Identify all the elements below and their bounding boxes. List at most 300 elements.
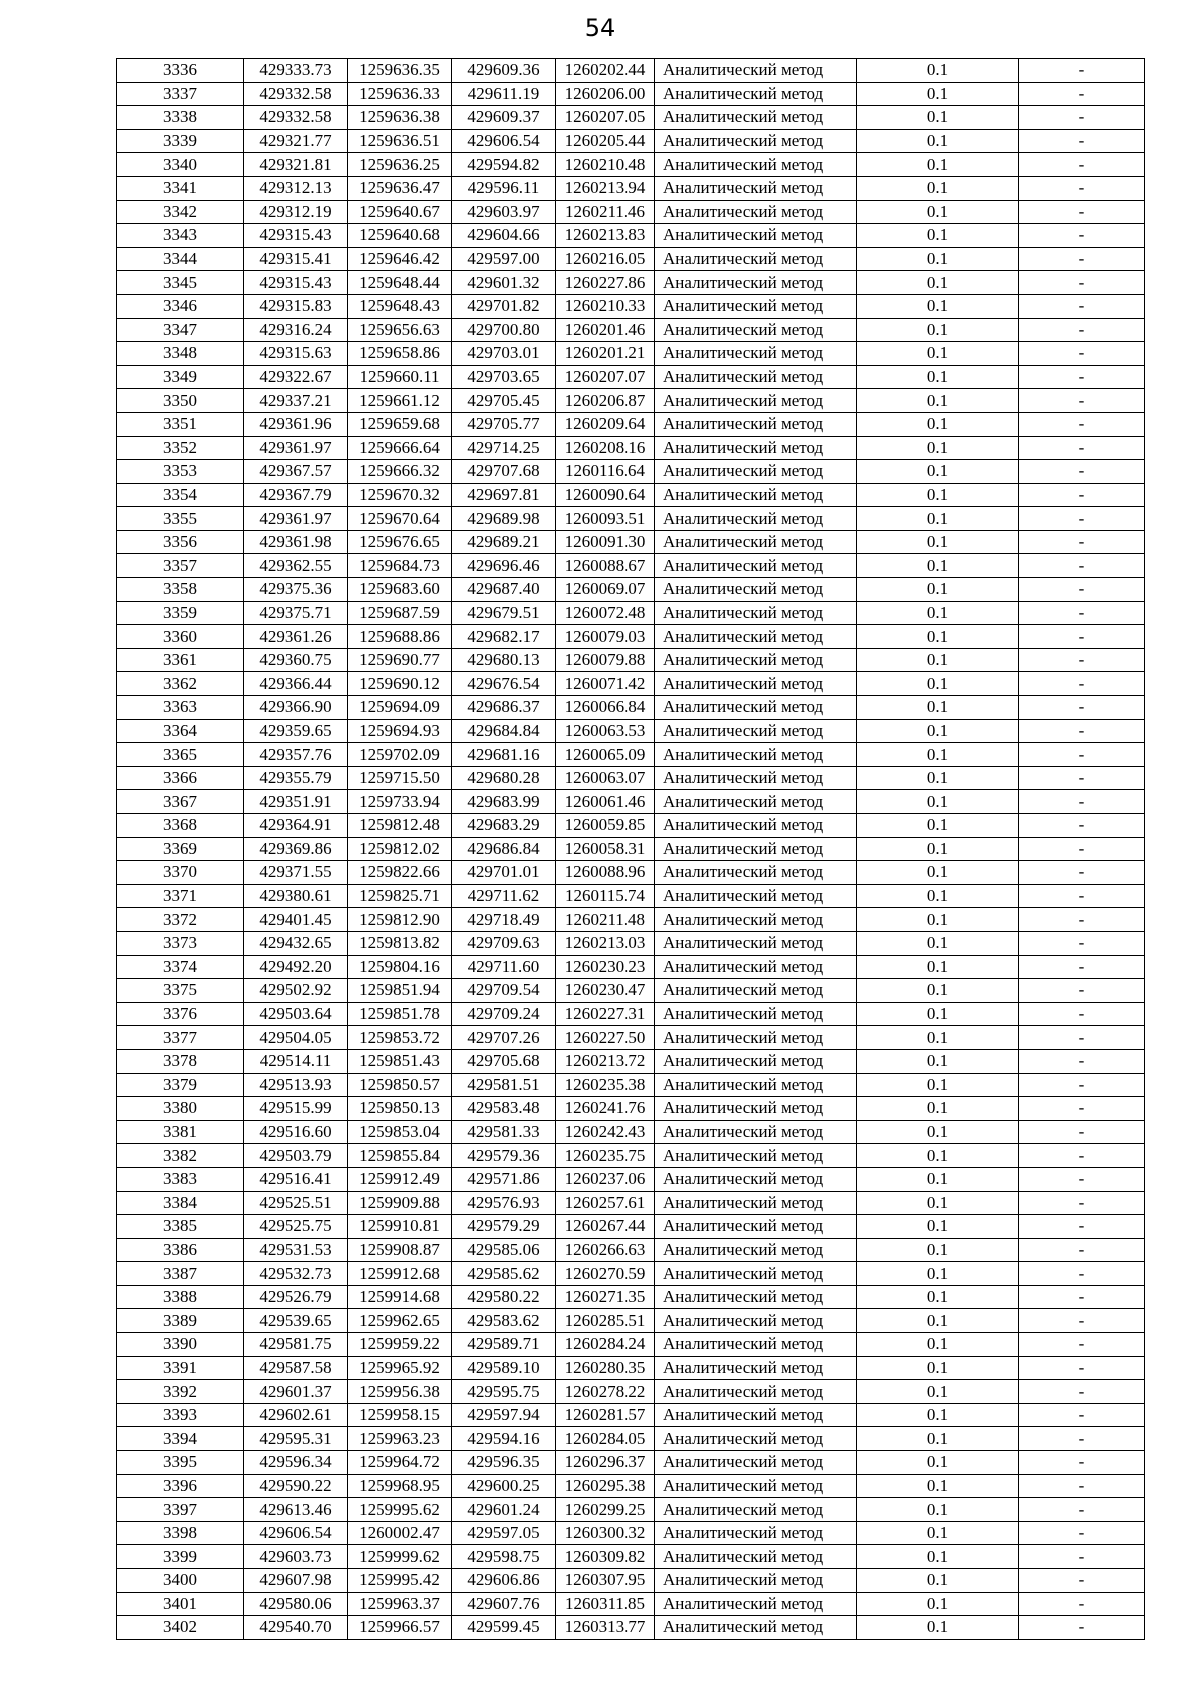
- x1-cell: 429606.54: [244, 1521, 348, 1545]
- x1-cell: 429315.83: [244, 294, 348, 318]
- y2-cell: 1260205.44: [556, 129, 655, 153]
- note-cell: -: [1019, 696, 1145, 720]
- accuracy-cell: 0.1: [857, 1521, 1019, 1545]
- y2-cell: 1260063.07: [556, 766, 655, 790]
- y2-cell: 1260208.16: [556, 436, 655, 460]
- table-row: [117, 1191, 1145, 1215]
- x1-cell: 429525.51: [244, 1191, 348, 1215]
- y1-cell: 1259908.87: [348, 1238, 452, 1262]
- x2-cell: 429579.29: [452, 1215, 556, 1239]
- x1-cell: 429355.79: [244, 766, 348, 790]
- method-cell: Аналитический метод: [655, 129, 857, 153]
- x2-cell: 429609.36: [452, 59, 556, 83]
- x1-cell: 429515.99: [244, 1097, 348, 1121]
- table-row: [117, 176, 1145, 200]
- note-cell: -: [1019, 1474, 1145, 1498]
- y2-cell: 1260313.77: [556, 1616, 655, 1640]
- method-cell: Аналитический метод: [655, 389, 857, 413]
- point-number-cell: 3396: [117, 1474, 244, 1498]
- note-cell: -: [1019, 1498, 1145, 1522]
- y2-cell: 1260299.25: [556, 1498, 655, 1522]
- point-number-cell: 3358: [117, 578, 244, 602]
- point-number-cell: 3395: [117, 1451, 244, 1475]
- table-row: [117, 342, 1145, 366]
- note-cell: -: [1019, 1144, 1145, 1168]
- x2-cell: 429697.81: [452, 483, 556, 507]
- y1-cell: 1259690.12: [348, 672, 452, 696]
- table-row: [117, 1380, 1145, 1404]
- x1-cell: 429540.70: [244, 1616, 348, 1640]
- note-cell: -: [1019, 294, 1145, 318]
- table-row: [117, 365, 1145, 389]
- accuracy-cell: 0.1: [857, 743, 1019, 767]
- y2-cell: 1260267.44: [556, 1215, 655, 1239]
- x2-cell: 429596.35: [452, 1451, 556, 1475]
- table-row: [117, 1285, 1145, 1309]
- point-number-cell: 3338: [117, 106, 244, 130]
- method-cell: Аналитический метод: [655, 1427, 857, 1451]
- x2-cell: 429703.65: [452, 365, 556, 389]
- y1-cell: 1259851.94: [348, 979, 452, 1003]
- x2-cell: 429583.62: [452, 1309, 556, 1333]
- accuracy-cell: 0.1: [857, 1097, 1019, 1121]
- table-row: [117, 530, 1145, 554]
- point-number-cell: 3340: [117, 153, 244, 177]
- table-row: [117, 601, 1145, 625]
- note-cell: -: [1019, 342, 1145, 366]
- y2-cell: 1260059.85: [556, 814, 655, 838]
- method-cell: Аналитический метод: [655, 861, 857, 885]
- note-cell: -: [1019, 884, 1145, 908]
- x2-cell: 429607.76: [452, 1592, 556, 1616]
- y2-cell: 1260307.95: [556, 1569, 655, 1593]
- table-row: [117, 1049, 1145, 1073]
- y1-cell: 1259636.47: [348, 176, 452, 200]
- y2-cell: 1260202.44: [556, 59, 655, 83]
- table-row: [117, 1073, 1145, 1097]
- y2-cell: 1260213.72: [556, 1049, 655, 1073]
- y1-cell: 1259850.57: [348, 1073, 452, 1097]
- note-cell: -: [1019, 861, 1145, 885]
- method-cell: Аналитический метод: [655, 1191, 857, 1215]
- method-cell: Аналитический метод: [655, 483, 857, 507]
- point-number-cell: 3336: [117, 59, 244, 83]
- y2-cell: 1260235.75: [556, 1144, 655, 1168]
- point-number-cell: 3402: [117, 1616, 244, 1640]
- method-cell: Аналитический метод: [655, 318, 857, 342]
- method-cell: Аналитический метод: [655, 766, 857, 790]
- note-cell: -: [1019, 1120, 1145, 1144]
- x2-cell: 429689.98: [452, 507, 556, 531]
- point-number-cell: 3353: [117, 460, 244, 484]
- y2-cell: 1260061.46: [556, 790, 655, 814]
- x2-cell: 429611.19: [452, 82, 556, 106]
- accuracy-cell: 0.1: [857, 247, 1019, 271]
- x1-cell: 429525.75: [244, 1215, 348, 1239]
- point-number-cell: 3370: [117, 861, 244, 885]
- method-cell: Аналитический метод: [655, 790, 857, 814]
- y2-cell: 1260206.87: [556, 389, 655, 413]
- x2-cell: 429687.40: [452, 578, 556, 602]
- x2-cell: 429594.16: [452, 1427, 556, 1451]
- table-row: [117, 106, 1145, 130]
- table-row: [117, 224, 1145, 248]
- y2-cell: 1260280.35: [556, 1356, 655, 1380]
- table-row: [117, 1356, 1145, 1380]
- method-cell: Аналитический метод: [655, 1120, 857, 1144]
- point-number-cell: 3359: [117, 601, 244, 625]
- y1-cell: 1260002.47: [348, 1521, 452, 1545]
- point-number-cell: 3352: [117, 436, 244, 460]
- point-number-cell: 3398: [117, 1521, 244, 1545]
- accuracy-cell: 0.1: [857, 696, 1019, 720]
- x2-cell: 429597.05: [452, 1521, 556, 1545]
- y2-cell: 1260072.48: [556, 601, 655, 625]
- x1-cell: 429375.36: [244, 578, 348, 602]
- point-number-cell: 3360: [117, 625, 244, 649]
- x2-cell: 429606.86: [452, 1569, 556, 1593]
- y1-cell: 1259851.78: [348, 1002, 452, 1026]
- y2-cell: 1260271.35: [556, 1285, 655, 1309]
- y1-cell: 1259694.93: [348, 719, 452, 743]
- y2-cell: 1260206.00: [556, 82, 655, 106]
- point-number-cell: 3378: [117, 1049, 244, 1073]
- method-cell: Аналитический метод: [655, 1356, 857, 1380]
- x1-cell: 429581.75: [244, 1333, 348, 1357]
- point-number-cell: 3388: [117, 1285, 244, 1309]
- note-cell: -: [1019, 436, 1145, 460]
- method-cell: Аналитический метод: [655, 1451, 857, 1475]
- y1-cell: 1259646.42: [348, 247, 452, 271]
- accuracy-cell: 0.1: [857, 766, 1019, 790]
- method-cell: Аналитический метод: [655, 696, 857, 720]
- y1-cell: 1259640.67: [348, 200, 452, 224]
- table-row: [117, 625, 1145, 649]
- x2-cell: 429684.84: [452, 719, 556, 743]
- y1-cell: 1259660.11: [348, 365, 452, 389]
- y2-cell: 1260069.07: [556, 578, 655, 602]
- point-number-cell: 3356: [117, 530, 244, 554]
- accuracy-cell: 0.1: [857, 601, 1019, 625]
- y1-cell: 1259670.64: [348, 507, 452, 531]
- accuracy-cell: 0.1: [857, 342, 1019, 366]
- x2-cell: 429683.29: [452, 814, 556, 838]
- x1-cell: 429516.41: [244, 1167, 348, 1191]
- note-cell: -: [1019, 554, 1145, 578]
- x1-cell: 429539.65: [244, 1309, 348, 1333]
- accuracy-cell: 0.1: [857, 224, 1019, 248]
- accuracy-cell: 0.1: [857, 1262, 1019, 1286]
- table-row: [117, 1120, 1145, 1144]
- method-cell: Аналитический метод: [655, 743, 857, 767]
- x1-cell: 429322.67: [244, 365, 348, 389]
- y1-cell: 1259688.86: [348, 625, 452, 649]
- method-cell: Аналитический метод: [655, 436, 857, 460]
- method-cell: Аналитический метод: [655, 884, 857, 908]
- x2-cell: 429601.32: [452, 271, 556, 295]
- x2-cell: 429603.97: [452, 200, 556, 224]
- table-row: [117, 247, 1145, 271]
- point-number-cell: 3361: [117, 648, 244, 672]
- accuracy-cell: 0.1: [857, 1309, 1019, 1333]
- table-row: [117, 1521, 1145, 1545]
- y2-cell: 1260201.21: [556, 342, 655, 366]
- accuracy-cell: 0.1: [857, 625, 1019, 649]
- point-number-cell: 3397: [117, 1498, 244, 1522]
- point-number-cell: 3341: [117, 176, 244, 200]
- method-cell: Аналитический метод: [655, 176, 857, 200]
- x1-cell: 429380.61: [244, 884, 348, 908]
- note-cell: -: [1019, 837, 1145, 861]
- x1-cell: 429503.64: [244, 1002, 348, 1026]
- x2-cell: 429709.63: [452, 931, 556, 955]
- note-cell: -: [1019, 224, 1145, 248]
- y2-cell: 1260211.48: [556, 908, 655, 932]
- point-number-cell: 3401: [117, 1592, 244, 1616]
- y1-cell: 1259656.63: [348, 318, 452, 342]
- method-cell: Аналитический метод: [655, 1403, 857, 1427]
- table-row: [117, 271, 1145, 295]
- x2-cell: 429700.80: [452, 318, 556, 342]
- method-cell: Аналитический метод: [655, 908, 857, 932]
- y1-cell: 1259804.16: [348, 955, 452, 979]
- y2-cell: 1260295.38: [556, 1474, 655, 1498]
- method-cell: Аналитический метод: [655, 1592, 857, 1616]
- method-cell: Аналитический метод: [655, 672, 857, 696]
- x1-cell: 429603.73: [244, 1545, 348, 1569]
- accuracy-cell: 0.1: [857, 861, 1019, 885]
- table-row: [117, 1144, 1145, 1168]
- note-cell: -: [1019, 176, 1145, 200]
- note-cell: -: [1019, 1238, 1145, 1262]
- method-cell: Аналитический метод: [655, 1167, 857, 1191]
- point-number-cell: 3393: [117, 1403, 244, 1427]
- note-cell: -: [1019, 1403, 1145, 1427]
- method-cell: Аналитический метод: [655, 931, 857, 955]
- table-row: [117, 1474, 1145, 1498]
- x1-cell: 429526.79: [244, 1285, 348, 1309]
- y2-cell: 1260079.88: [556, 648, 655, 672]
- y1-cell: 1259968.95: [348, 1474, 452, 1498]
- accuracy-cell: 0.1: [857, 1333, 1019, 1357]
- x2-cell: 429598.75: [452, 1545, 556, 1569]
- x2-cell: 429600.25: [452, 1474, 556, 1498]
- x2-cell: 429604.66: [452, 224, 556, 248]
- point-number-cell: 3354: [117, 483, 244, 507]
- y1-cell: 1259966.57: [348, 1616, 452, 1640]
- y1-cell: 1259959.22: [348, 1333, 452, 1357]
- accuracy-cell: 0.1: [857, 365, 1019, 389]
- point-number-cell: 3394: [117, 1427, 244, 1451]
- x1-cell: 429607.98: [244, 1569, 348, 1593]
- x1-cell: 429514.11: [244, 1049, 348, 1073]
- accuracy-cell: 0.1: [857, 483, 1019, 507]
- x2-cell: 429601.24: [452, 1498, 556, 1522]
- y1-cell: 1259683.60: [348, 578, 452, 602]
- note-cell: -: [1019, 1616, 1145, 1640]
- table-row: [117, 1333, 1145, 1357]
- y2-cell: 1260210.48: [556, 153, 655, 177]
- accuracy-cell: 0.1: [857, 1073, 1019, 1097]
- point-number-cell: 3344: [117, 247, 244, 271]
- point-number-cell: 3345: [117, 271, 244, 295]
- y2-cell: 1260237.06: [556, 1167, 655, 1191]
- method-cell: Аналитический метод: [655, 648, 857, 672]
- accuracy-cell: 0.1: [857, 790, 1019, 814]
- accuracy-cell: 0.1: [857, 1002, 1019, 1026]
- note-cell: -: [1019, 1521, 1145, 1545]
- table-row: [117, 766, 1145, 790]
- method-cell: Аналитический метод: [655, 1002, 857, 1026]
- table-row: [117, 1545, 1145, 1569]
- note-cell: -: [1019, 1333, 1145, 1357]
- x1-cell: 429369.86: [244, 837, 348, 861]
- note-cell: -: [1019, 601, 1145, 625]
- x1-cell: 429532.73: [244, 1262, 348, 1286]
- table-row: [117, 59, 1145, 83]
- y2-cell: 1260230.23: [556, 955, 655, 979]
- y2-cell: 1260241.76: [556, 1097, 655, 1121]
- x2-cell: 429701.01: [452, 861, 556, 885]
- y1-cell: 1259702.09: [348, 743, 452, 767]
- method-cell: Аналитический метод: [655, 1049, 857, 1073]
- table-row: [117, 153, 1145, 177]
- y2-cell: 1260285.51: [556, 1309, 655, 1333]
- x1-cell: 429321.81: [244, 153, 348, 177]
- table-row: [117, 1403, 1145, 1427]
- accuracy-cell: 0.1: [857, 1167, 1019, 1191]
- x1-cell: 429337.21: [244, 389, 348, 413]
- method-cell: Аналитический метод: [655, 412, 857, 436]
- point-number-cell: 3373: [117, 931, 244, 955]
- accuracy-cell: 0.1: [857, 931, 1019, 955]
- method-cell: Аналитический метод: [655, 837, 857, 861]
- x1-cell: 429531.53: [244, 1238, 348, 1262]
- point-number-cell: 3368: [117, 814, 244, 838]
- note-cell: -: [1019, 1427, 1145, 1451]
- x2-cell: 429579.36: [452, 1144, 556, 1168]
- accuracy-cell: 0.1: [857, 318, 1019, 342]
- point-number-cell: 3367: [117, 790, 244, 814]
- point-number-cell: 3372: [117, 908, 244, 932]
- method-cell: Аналитический метод: [655, 507, 857, 531]
- x2-cell: 429595.75: [452, 1380, 556, 1404]
- x1-cell: 429360.75: [244, 648, 348, 672]
- point-number-cell: 3381: [117, 1120, 244, 1144]
- y1-cell: 1259963.37: [348, 1592, 452, 1616]
- y2-cell: 1260201.46: [556, 318, 655, 342]
- y2-cell: 1260213.94: [556, 176, 655, 200]
- method-cell: Аналитический метод: [655, 1474, 857, 1498]
- y1-cell: 1259999.62: [348, 1545, 452, 1569]
- note-cell: -: [1019, 908, 1145, 932]
- y2-cell: 1260296.37: [556, 1451, 655, 1475]
- x2-cell: 429711.60: [452, 955, 556, 979]
- x2-cell: 429585.62: [452, 1262, 556, 1286]
- accuracy-cell: 0.1: [857, 719, 1019, 743]
- x2-cell: 429705.68: [452, 1049, 556, 1073]
- x1-cell: 429312.19: [244, 200, 348, 224]
- table-row: [117, 719, 1145, 743]
- y2-cell: 1260090.64: [556, 483, 655, 507]
- point-number-cell: 3346: [117, 294, 244, 318]
- x1-cell: 429315.63: [244, 342, 348, 366]
- table-row: [117, 648, 1145, 672]
- table-row: [117, 483, 1145, 507]
- x1-cell: 429516.60: [244, 1120, 348, 1144]
- y1-cell: 1259670.32: [348, 483, 452, 507]
- point-number-cell: 3374: [117, 955, 244, 979]
- x2-cell: 429583.48: [452, 1097, 556, 1121]
- note-cell: -: [1019, 412, 1145, 436]
- point-number-cell: 3383: [117, 1167, 244, 1191]
- x2-cell: 429576.93: [452, 1191, 556, 1215]
- y1-cell: 1259853.04: [348, 1120, 452, 1144]
- x1-cell: 429312.13: [244, 176, 348, 200]
- y1-cell: 1259958.15: [348, 1403, 452, 1427]
- y2-cell: 1260266.63: [556, 1238, 655, 1262]
- point-number-cell: 3348: [117, 342, 244, 366]
- note-cell: -: [1019, 129, 1145, 153]
- y1-cell: 1259687.59: [348, 601, 452, 625]
- point-number-cell: 3365: [117, 743, 244, 767]
- table-row: [117, 1026, 1145, 1050]
- table-row: [117, 979, 1145, 1003]
- x1-cell: 429366.44: [244, 672, 348, 696]
- note-cell: -: [1019, 460, 1145, 484]
- coordinates-table: [116, 58, 1145, 1640]
- x1-cell: 429596.34: [244, 1451, 348, 1475]
- accuracy-cell: 0.1: [857, 129, 1019, 153]
- note-cell: -: [1019, 1026, 1145, 1050]
- x1-cell: 429401.45: [244, 908, 348, 932]
- x2-cell: 429680.13: [452, 648, 556, 672]
- x2-cell: 429596.11: [452, 176, 556, 200]
- method-cell: Аналитический метод: [655, 1309, 857, 1333]
- method-cell: Аналитический метод: [655, 1333, 857, 1357]
- table-row: [117, 82, 1145, 106]
- x2-cell: 429681.16: [452, 743, 556, 767]
- accuracy-cell: 0.1: [857, 1616, 1019, 1640]
- note-cell: -: [1019, 507, 1145, 531]
- accuracy-cell: 0.1: [857, 82, 1019, 106]
- x1-cell: 429333.73: [244, 59, 348, 83]
- note-cell: -: [1019, 648, 1145, 672]
- x1-cell: 429315.43: [244, 271, 348, 295]
- x2-cell: 429711.62: [452, 884, 556, 908]
- point-number-cell: 3385: [117, 1215, 244, 1239]
- y1-cell: 1259812.48: [348, 814, 452, 838]
- y2-cell: 1260227.86: [556, 271, 655, 295]
- y1-cell: 1259914.68: [348, 1285, 452, 1309]
- method-cell: Аналитический метод: [655, 625, 857, 649]
- point-number-cell: 3382: [117, 1144, 244, 1168]
- y1-cell: 1259658.86: [348, 342, 452, 366]
- table-row: [117, 200, 1145, 224]
- x1-cell: 429587.58: [244, 1356, 348, 1380]
- y1-cell: 1259812.02: [348, 837, 452, 861]
- accuracy-cell: 0.1: [857, 1026, 1019, 1050]
- table-row: [117, 1309, 1145, 1333]
- accuracy-cell: 0.1: [857, 672, 1019, 696]
- point-number-cell: 3351: [117, 412, 244, 436]
- accuracy-cell: 0.1: [857, 955, 1019, 979]
- point-number-cell: 3386: [117, 1238, 244, 1262]
- y2-cell: 1260278.22: [556, 1380, 655, 1404]
- x2-cell: 429594.82: [452, 153, 556, 177]
- point-number-cell: 3362: [117, 672, 244, 696]
- y2-cell: 1260216.05: [556, 247, 655, 271]
